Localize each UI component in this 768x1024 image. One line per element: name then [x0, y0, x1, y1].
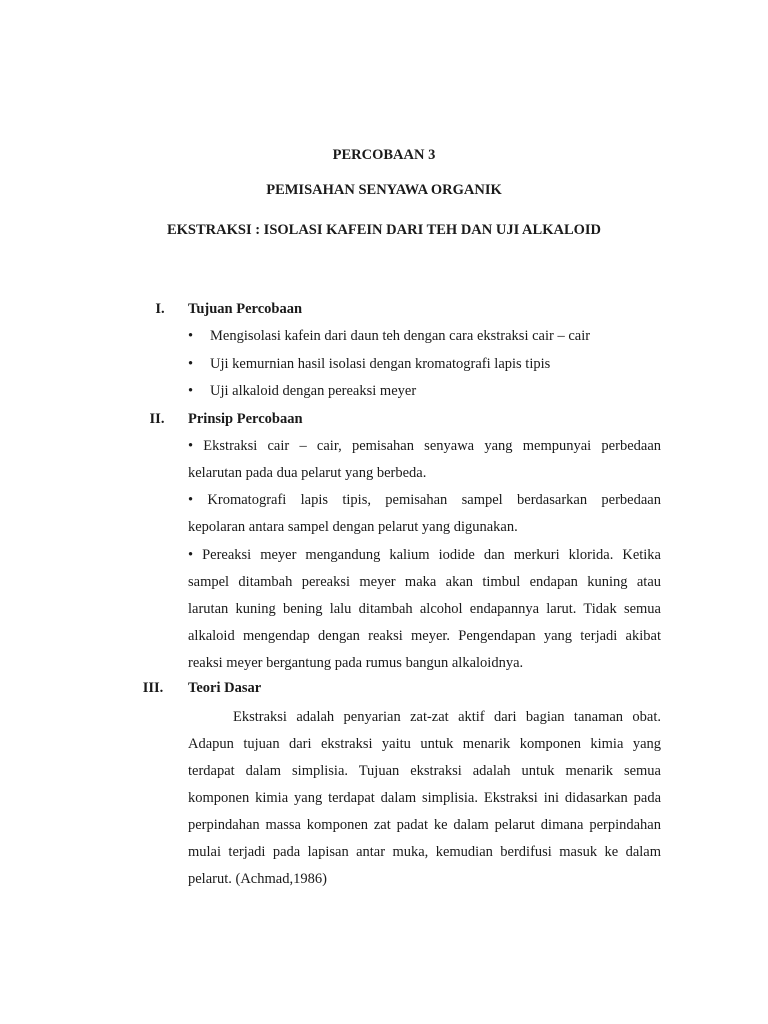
- bullet-icon: •: [188, 356, 194, 372]
- paragraph-line: komponen kimia yang terdapat dalam simplisia. Ekstraksi ini didasarkan pada: [188, 790, 661, 806]
- section-3-number: III.: [142, 680, 164, 696]
- section-1-number: I.: [155, 301, 165, 317]
- list-item: • Uji kemurnian hasil isolasi dengan kromatografi lapis tipis: [188, 356, 551, 372]
- experiment-number: PERCOBAAN 3: [332, 147, 436, 163]
- paragraph-line: kepolaran antara sampel dengan pelarut yang digunakan.: [188, 519, 518, 535]
- bullet-icon: •: [188, 328, 194, 344]
- section-2-number: II.: [149, 411, 165, 427]
- paragraph-line: kelarutan pada dua pelarut yang berbeda.: [188, 465, 427, 481]
- paragraph-line: terdapat dalam simplisia. Tujuan ekstraksi adalah untuk menarik semua: [188, 763, 661, 779]
- paragraph-line: reaksi meyer bergantung pada rumus bangun alkaloidnya.: [188, 655, 524, 671]
- paragraph-line: • Pereaksi meyer mengandung kalium iodide dan merkuri klorida. Ketika: [188, 547, 661, 563]
- paragraph-line: alkaloid mengendap dengan reaksi meyer. Pengendapan yang terjadi akibat: [188, 628, 661, 644]
- paragraph-line: pelarut. (Achmad,1986): [188, 871, 327, 887]
- document-subtitle: PEMISAHAN SENYAWA ORGANIK: [266, 182, 502, 198]
- bullet-icon: •: [188, 383, 194, 399]
- document-title: EKSTRAKSI : ISOLASI KAFEIN DARI TEH DAN UJI ALKALOID: [166, 222, 602, 238]
- list-item: • Mengisolasi kafein dari daun teh dengan cara ekstraksi cair – cair: [188, 328, 591, 344]
- list-item: • Uji alkaloid dengan pereaksi meyer: [188, 383, 417, 399]
- section-2-title: Prinsip Percobaan: [188, 411, 303, 427]
- section-1-title: Tujuan Percobaan: [188, 301, 303, 317]
- paragraph-line: Adapun tujuan dari ekstraksi yaitu untuk menarik komponen kimia yang: [188, 736, 661, 752]
- paragraph-line: • Kromatografi lapis tipis, pemisahan sampel berdasarkan perbedaan: [188, 492, 661, 508]
- paragraph-line: sampel ditambah pereaksi meyer maka akan timbul endapan kuning atau: [188, 574, 661, 590]
- paragraph-line: mulai terjadi pada lapisan antar muka, kemudian berdifusi masuk ke dalam: [188, 844, 661, 860]
- paragraph-line: • Ekstraksi cair – cair, pemisahan senyawa yang mempunyai perbedaan: [188, 438, 661, 454]
- paragraph-line: Ekstraksi adalah penyarian zat-zat aktif dari bagian tanaman obat.: [233, 709, 661, 725]
- section-3-title: Teori Dasar: [188, 680, 262, 696]
- paragraph-line: perpindahan massa komponen zat padat ke dalam pelarut dimana perpindahan: [188, 817, 661, 833]
- paragraph-line: larutan kuning bening lalu ditambah alcohol endapannya larut. Tidak semua: [188, 601, 661, 617]
